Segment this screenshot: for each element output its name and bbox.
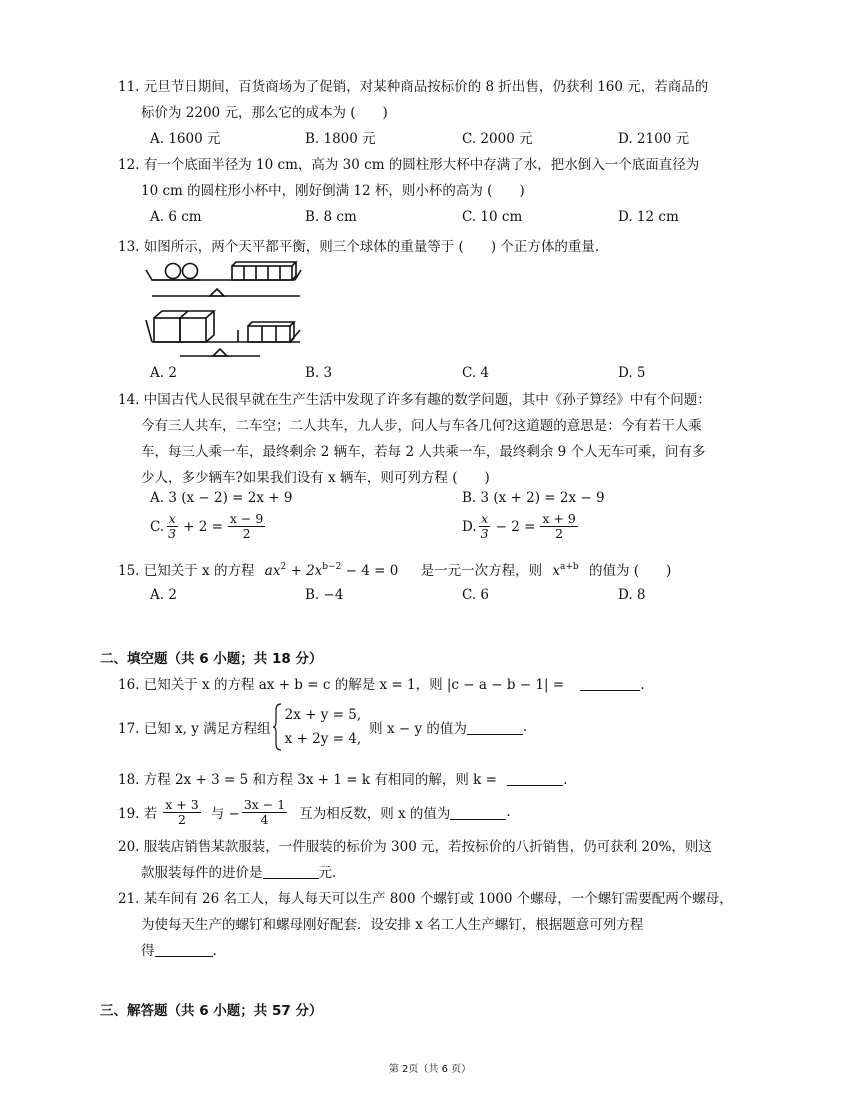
q16-text: 16. 已知关于 x 的方程 ax + b = c 的解是 x = 1，则 |c − a − b − 1| =	[118, 677, 565, 693]
fraction-denominator: 2	[178, 811, 186, 827]
q19-fraction-2	[242, 798, 287, 827]
q12-option-b: B. 8 cm	[305, 209, 357, 225]
q15-equation-term-c: − 4 = 0	[341, 563, 399, 579]
q19-prefix: 19. 若	[118, 806, 158, 822]
q13-line1: 13. 如图所示，两个天平都平衡，则三个球体的重量等于 ( ) 个正方体的重量.	[118, 239, 600, 255]
fraction-denominator: 2	[242, 526, 251, 541]
q14-line1: 14. 中国古代人民很早就在生产生活中发现了许多有趣的数学问题，其中《孙子算经》中有个问题：	[118, 392, 711, 408]
q11-option-a: A. 1600 元	[150, 131, 221, 147]
q15-equation-exp-1: 2	[280, 562, 287, 572]
q15-power-base: x	[552, 563, 560, 579]
q20-line1: 20. 服装店销售某款服装，一件服装的标价为 300 元，若按标价的八折销售，仍可获利 20%，则这	[118, 839, 712, 855]
q12-line2: 10 cm 的圆柱形小杯中，刚好倒满 12 杯，则小杯的高为 ( )	[141, 183, 525, 199]
q14-line4: 少人，多少辆车?如果我们设有 x 辆车，则可列方程 ( )	[141, 470, 490, 486]
q19-fraction-1	[163, 798, 200, 827]
q19-suffix: 互为相反数，则 x 的值为	[299, 806, 451, 822]
fraction-numerator: x	[168, 511, 176, 526]
q21-line3-prefix: 得	[141, 943, 155, 959]
q19-end: .	[506, 804, 511, 820]
q14-line2: 今有三人共车，二车空；二人共车，九人步，问人与车各几何?这道题的意思是：今有若干人乘	[141, 418, 702, 434]
q16-line	[118, 676, 645, 694]
q17-end: .	[522, 719, 528, 735]
q12-option-d: D. 12 cm	[618, 209, 679, 225]
fraction-numerator: 3x − 1	[243, 796, 286, 812]
q15-equation-term-b: + 2x	[286, 563, 323, 579]
q20-line2-prefix: 款服装每件的进价是	[141, 865, 263, 881]
q14-option-c-middle: + 2 =	[183, 518, 223, 535]
q19-line	[118, 794, 511, 830]
q11-option-c: C. 2000 元	[462, 131, 533, 147]
q15-equation-term-a: ax	[264, 563, 281, 579]
q21-line1: 21. 某车间有 26 名工人，每人每天可以生产 800 个螺钉或 1000 个螺母，一个螺钉需要配两个螺母，	[118, 891, 733, 907]
q15-middle: 是一元一次方程，则	[420, 563, 543, 579]
q17-line	[118, 702, 527, 752]
fraction-numerator: x − 9	[229, 511, 264, 526]
q13-option-a: A. 2	[150, 365, 177, 381]
q18-end: .	[563, 772, 568, 788]
q14-option-c-fraction-1	[166, 512, 178, 541]
q12-option-c: C. 10 cm	[462, 209, 523, 225]
q15-equation-exp-2: b−2	[322, 562, 342, 572]
q15-option-d: D. 8	[618, 587, 646, 603]
balance-scales-figure	[140, 258, 310, 364]
q21-answer-blank[interactable]	[155, 942, 213, 957]
q14-option-b: B. 3 (x + 2) = 2x − 9	[462, 490, 605, 506]
q12-line1: 12. 有一个底面半径为 10 cm，高为 30 cm 的圆柱形大杯中存满了水，把水倒入一个底面直径为	[118, 157, 700, 173]
q13-option-c: C. 4	[462, 365, 490, 381]
q21-line3-suffix: .	[212, 943, 217, 959]
q14-option-d-fraction-1	[479, 512, 491, 541]
top-fulcrum	[210, 289, 224, 296]
q19-answer-blank[interactable]	[450, 805, 506, 820]
q17-equation-system	[285, 703, 362, 751]
q14-option-d-label: D.	[462, 518, 477, 535]
q15-option-a: A. 2	[150, 587, 177, 603]
q19-middle: 与 −	[210, 806, 240, 822]
q17-suffix: 则 x − y 的值为	[369, 721, 467, 737]
small-cubes	[248, 326, 290, 342]
q14-option-d-fraction-2	[540, 512, 577, 541]
q20-line2-suffix: 元.	[318, 865, 337, 881]
q14-line3: 车，每三人乘一车，最终剩余 2 辆车，若每 2 人共乘一车，最终剩余 9 个人无车可乘，问有多	[141, 444, 706, 460]
big-cube-2	[180, 318, 206, 342]
q15-line1	[118, 562, 671, 580]
bottom-fulcrum	[213, 349, 227, 356]
fraction-denominator: 3	[168, 526, 177, 541]
q15-power-exp: a+b	[560, 562, 579, 572]
fraction-numerator: x + 9	[542, 511, 576, 526]
section-3-heading: 三、解答题（共 6 小题；共 57 分）	[100, 1003, 323, 1019]
q15-suffix: 的值为 ( )	[588, 563, 672, 579]
page-footer: 第 2页（共 6 页）	[388, 1064, 472, 1075]
q11-line2: 标价为 2200 元，那么它的成本为 ( )	[141, 105, 388, 121]
section-2-heading: 二、填空题（共 6 小题；共 18 分）	[100, 651, 323, 667]
q14-option-c	[150, 512, 267, 541]
q12-option-a: A. 6 cm	[150, 209, 202, 225]
q15-option-c: C. 6	[462, 587, 490, 603]
q11-option-b: B. 1800 元	[305, 131, 376, 147]
q18-line	[118, 771, 568, 789]
fraction-numerator: x + 3	[165, 796, 199, 812]
q16-end: .	[640, 677, 645, 693]
q21-line2: 为使每天生产的螺钉和螺母刚好配套．设安排 x 名工人生产螺钉，根据题意可列方程	[141, 917, 644, 933]
q14-option-c-fraction-2	[228, 512, 265, 541]
q20-answer-blank[interactable]	[263, 864, 319, 879]
q17-equation-2: x + 2y = 4,	[284, 731, 362, 747]
q14-option-c-label: C.	[150, 518, 165, 535]
q14-option-a: A. 3 (x − 2) = 2x + 9	[150, 490, 293, 506]
q16-answer-blank[interactable]	[580, 676, 640, 691]
q18-answer-blank[interactable]	[507, 771, 563, 786]
top-left-pan	[146, 270, 166, 280]
fraction-numerator: x	[481, 511, 489, 526]
ball-2	[183, 264, 198, 279]
fraction-denominator: 2	[555, 526, 564, 541]
top-cubes	[232, 266, 292, 280]
q17-answer-blank[interactable]	[467, 720, 523, 735]
q15-option-b: B. −4	[305, 587, 344, 603]
q20-line2	[141, 864, 336, 882]
q14-option-d-middle: − 2 =	[495, 518, 536, 535]
fraction-denominator: 3	[480, 526, 489, 541]
q18-text: 18. 方程 2x + 3 = 5 和方程 3x + 1 = k 有相同的解，则 k =	[118, 772, 497, 788]
q13-option-b: B. 3	[305, 365, 333, 381]
q17-prefix: 17. 已知 x, y 满足方程组	[118, 721, 271, 737]
q17-left-brace	[273, 702, 283, 752]
q11-option-d: D. 2100 元	[618, 131, 690, 147]
fraction-denominator: 4	[260, 811, 269, 827]
big-cube-1	[154, 318, 180, 342]
q11-line1: 11. 元旦节日期间，百货商场为了促销，对某种商品按标价的 8 折出售，仍获利 160 元，若商品的	[118, 79, 709, 95]
q17-equation-1: 2x + y = 5,	[284, 707, 362, 723]
q13-option-d: D. 5	[618, 365, 646, 381]
q15-prefix: 15. 已知关于 x 的方程	[118, 563, 255, 579]
ball-1	[166, 264, 181, 279]
q14-option-d	[462, 512, 580, 541]
q21-line3	[141, 942, 217, 960]
